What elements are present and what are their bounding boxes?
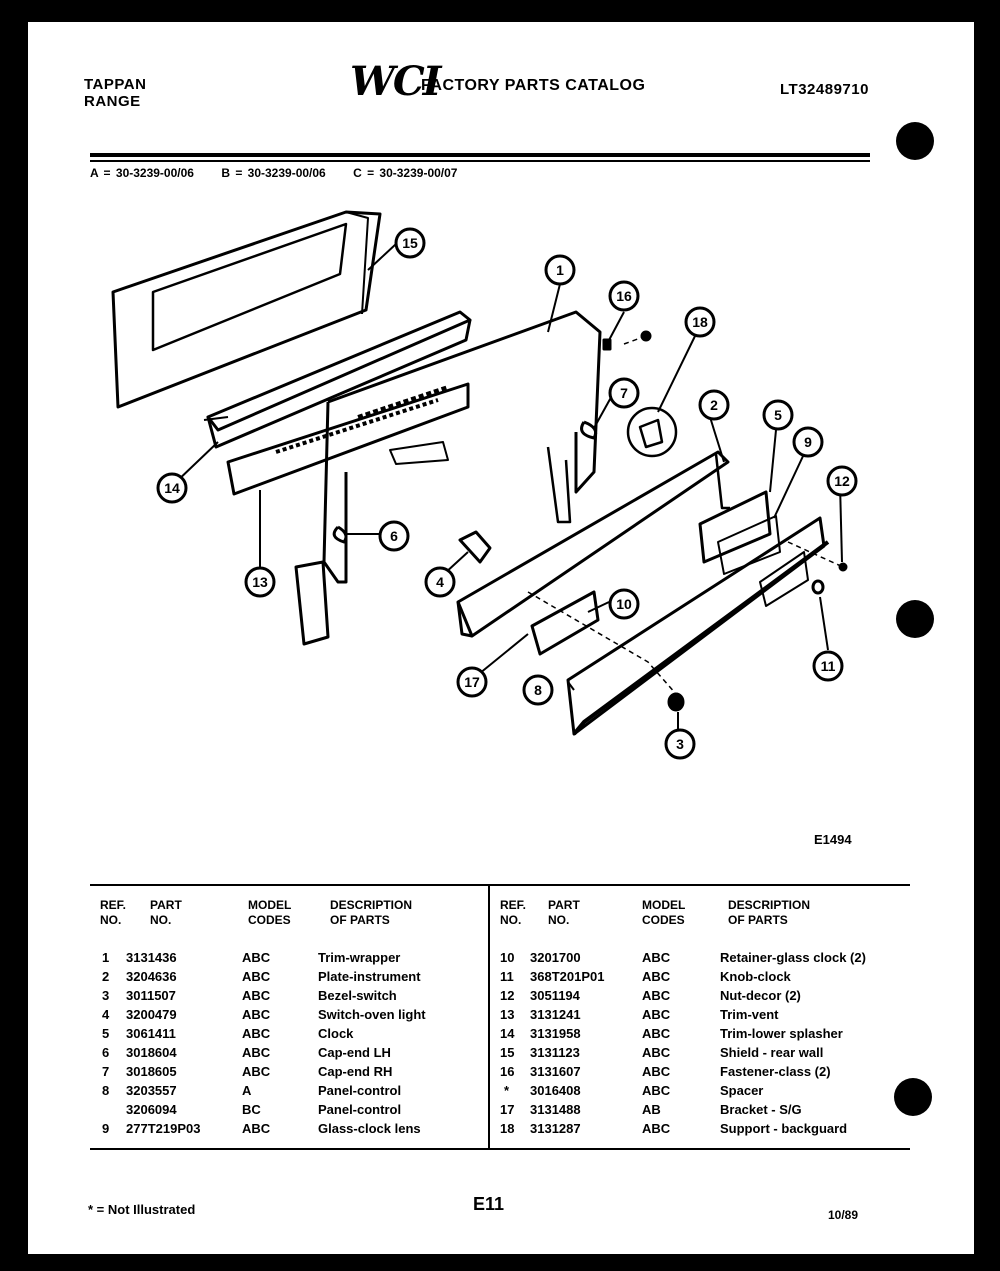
header-model-line1: MODEL xyxy=(248,898,292,912)
table-row: 14 3131958 ABC Trim-lower splasher xyxy=(500,1026,843,1041)
part-bezel-switch xyxy=(669,694,683,710)
part-support-backguard xyxy=(628,408,676,456)
header-part-right-line2: NO. xyxy=(548,913,570,927)
part-panel-control xyxy=(568,518,828,734)
part-knob-clock xyxy=(813,581,823,593)
binder-hole xyxy=(896,122,934,160)
callout-12: 12 xyxy=(834,473,850,489)
header-ref-right xyxy=(500,898,526,928)
table-row: 10 3201700 ABC Retainer-glass clock (2) xyxy=(500,950,866,965)
model-c: C = 30-3239-00/07 xyxy=(353,166,458,180)
header-desc xyxy=(330,898,412,928)
callout-14: 14 xyxy=(164,480,180,496)
table-row: 16 3131607 ABC Fastener-class (2) xyxy=(500,1064,831,1079)
table-row: 6 3018604 ABC Cap-end LH xyxy=(102,1045,391,1060)
callout-7: 7 xyxy=(620,385,628,401)
catalog-date: 10/89 xyxy=(828,1208,859,1222)
assembly-lines xyxy=(528,336,843,694)
callout-11: 11 xyxy=(820,658,836,674)
callout-17: 17 xyxy=(464,674,480,690)
header-ref-right-line2: NO. xyxy=(500,913,522,927)
not-illustrated-note: * = Not Illustrated xyxy=(88,1202,196,1217)
table-row: 3 3011507 ABC Bezel-switch xyxy=(102,988,397,1003)
brand-line-1: TAPPAN xyxy=(84,76,147,93)
header-model-line2: CODES xyxy=(248,913,291,927)
table-row: 3206094 BC Panel-control xyxy=(126,1102,402,1117)
callout-18: 18 xyxy=(692,314,708,330)
callout-15: 15 xyxy=(402,235,418,251)
table-row: 7 3018605 ABC Cap-end RH xyxy=(102,1064,393,1079)
callout-6: 6 xyxy=(390,528,398,544)
part-switch-oven-light xyxy=(460,532,490,562)
table-row: 9 277T219P03 ABC Glass-clock lens xyxy=(102,1121,421,1136)
exploded-diagram xyxy=(28,22,974,852)
callout-9: 9 xyxy=(804,434,812,450)
header-part xyxy=(150,898,182,928)
callout-2: 2 xyxy=(710,397,718,413)
document-id: LT32489710 xyxy=(780,81,869,98)
table-row: 18 3131287 ABC Support - backguard xyxy=(500,1121,848,1136)
header-model-right-line2: CODES xyxy=(642,913,685,927)
wci-logo: WCI xyxy=(350,58,440,105)
header-desc-right xyxy=(728,898,810,928)
header-ref-line1: REF. xyxy=(100,898,127,912)
table-row: 8 3203557 A Panel-control xyxy=(102,1083,402,1098)
header-model-right xyxy=(642,898,685,928)
callout-16: 16 xyxy=(616,288,632,304)
binder-hole xyxy=(894,1078,932,1116)
table-row: 1 3131436 ABC Trim-wrapper xyxy=(102,950,401,965)
table-row: 11 368T201P01 ABC Knob-clock xyxy=(500,969,791,984)
table-row: 12 3051194 ABC Nut-decor (2) xyxy=(500,988,801,1003)
header-part-right xyxy=(548,898,580,928)
leader-lines xyxy=(174,244,842,730)
table-row: 15 3131123 ABC Shield - rear wall xyxy=(500,1045,824,1060)
table-row: * 3016408 ABC Spacer xyxy=(504,1083,764,1098)
model-b: B = 30-3239-00/06 xyxy=(221,166,326,180)
callout-10: 10 xyxy=(616,596,632,612)
model-a: A = 30-3239-00/06 xyxy=(90,166,194,180)
catalog-title: FACTORY PARTS CATALOG xyxy=(421,77,646,94)
callout-5: 5 xyxy=(774,407,782,423)
callout-13: 13 xyxy=(252,574,268,590)
table-row: 2 3204636 ABC Plate-instrument xyxy=(102,969,421,984)
binder-hole xyxy=(896,600,934,638)
callout-circles xyxy=(158,229,856,758)
header-ref-right-line1: REF. xyxy=(500,898,527,912)
table-row: 5 3061411 ABC Clock xyxy=(102,1026,354,1041)
parts-table xyxy=(90,884,910,1150)
callout-4: 4 xyxy=(436,574,444,590)
header-desc-line1: DESCRIPTION xyxy=(330,898,413,912)
header-ref xyxy=(100,898,126,928)
part-nut-decor xyxy=(840,564,846,570)
callout-3: 3 xyxy=(676,736,684,752)
header-ref-line2: NO. xyxy=(100,913,122,927)
page-number: E11 xyxy=(473,1194,505,1214)
right-rows xyxy=(490,950,910,1140)
table-row: 17 3131488 AB Bracket - S/G xyxy=(500,1102,802,1117)
part-clock xyxy=(700,492,770,562)
header-desc-right-line2: OF PARTS xyxy=(728,913,788,927)
header-desc-line2: OF PARTS xyxy=(330,913,390,927)
part-bracket-sg xyxy=(532,592,598,654)
header-part-right-line1: PART xyxy=(548,898,580,912)
brand-line-2: RANGE xyxy=(84,93,141,110)
callout-8: 8 xyxy=(534,682,542,698)
header-model xyxy=(248,898,291,928)
figure-id: E1494 xyxy=(814,832,852,847)
header-desc-right-line1: DESCRIPTION xyxy=(728,898,811,912)
table-row: 13 3131241 ABC Trim-vent xyxy=(500,1007,779,1022)
callout-1: 1 xyxy=(556,262,564,278)
header-part-line2: NO. xyxy=(150,913,172,927)
header-part-line1: PART xyxy=(150,898,182,912)
catalog-page xyxy=(28,22,974,1254)
table-row: 4 3200479 ABC Switch-oven light xyxy=(102,1007,426,1022)
header-model-right-line1: MODEL xyxy=(642,898,686,912)
part-trim-vent xyxy=(228,384,468,494)
left-rows xyxy=(90,950,488,1140)
part-cap-end-rh xyxy=(582,422,596,438)
